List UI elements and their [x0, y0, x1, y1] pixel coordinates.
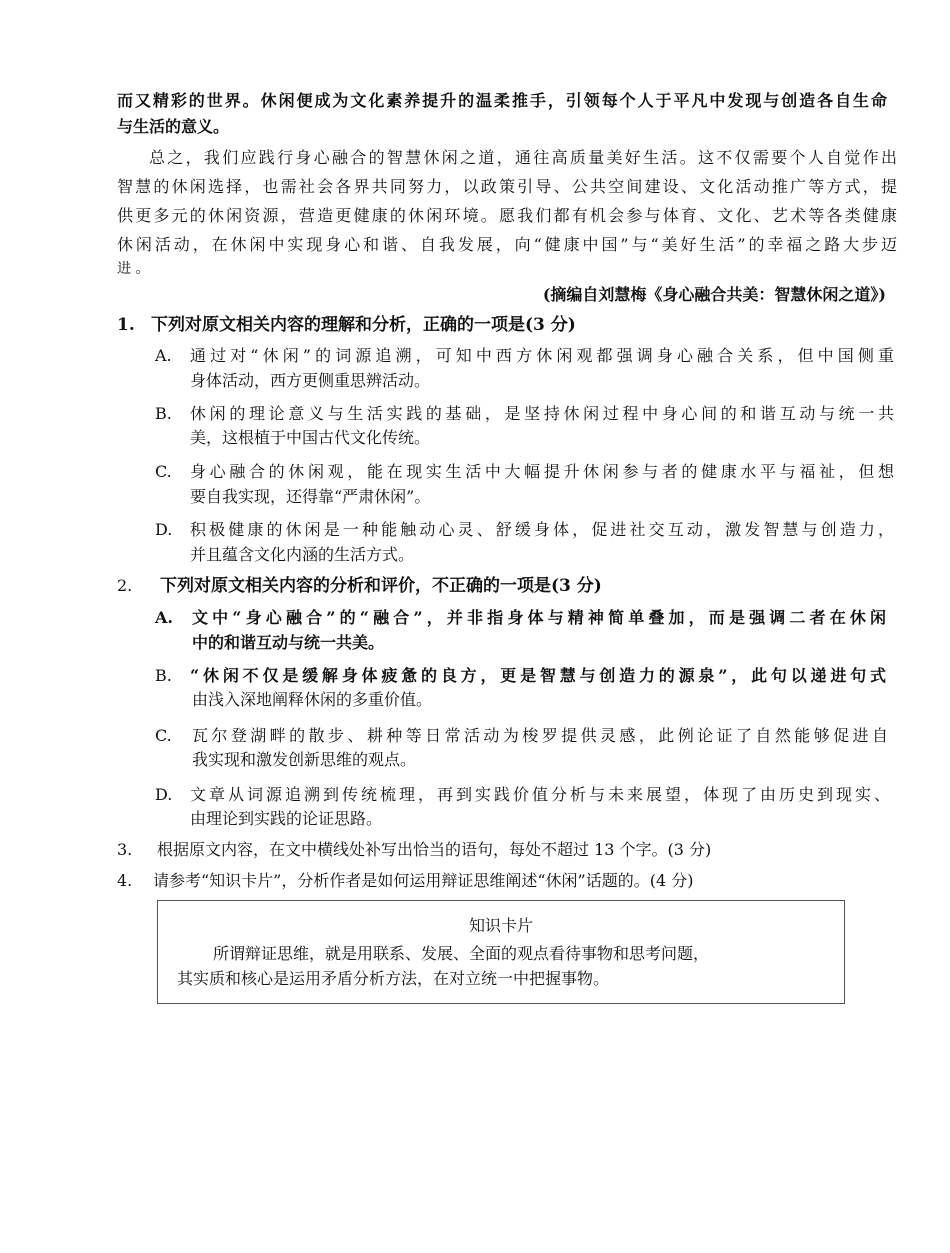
- q2-option-b-cont: 由浅入深地阐释休闲的多重价值。: [192, 690, 433, 709]
- question-1-number: 1.: [117, 315, 135, 335]
- q2-option-b: “休闲不仅是缓解身体疲惫的良方，更是智慧与创造力的源泉”，此句以递进句式: [190, 666, 886, 685]
- q2-option-d-cont: 由理论到实践的论证思路。: [190, 809, 383, 828]
- passage-line: 与生活的意义。: [117, 117, 230, 136]
- knowledge-card-title: 知识卡片: [468, 916, 533, 935]
- q2-option-c-letter: C.: [155, 726, 172, 745]
- passage-line: 进 。: [117, 261, 150, 277]
- q1-option-c: 身心融合的休闲观，能在现实生活中大幅提升休闲参与者的健康水平与福祉，但想: [190, 462, 894, 481]
- q2-option-c-cont: 我实现和激发创新思维的观点。: [192, 750, 417, 769]
- q2-option-d: 文章从词源追溯到传统梳理，再到实践价值分析与未来展望，体现了由历史到现实、: [190, 785, 890, 804]
- q1-option-d: 积极健康的休闲是一种能触动心灵、舒缓身体，促进社交互动，激发智慧与创造力，: [190, 520, 894, 539]
- q2-option-a-cont: 中的和谐互动与统一共美。: [192, 633, 385, 652]
- question-3-stem: 根据原文内容，在文中横线处补写出恰当的语句，每处不超过 13 个字。(3 分): [157, 840, 712, 859]
- passage-line: 休闲活动，在休闲中实现身心和谐、自我发展，向“健康中国”与“美好生活”的幸福之路大步迈: [117, 235, 897, 254]
- q1-option-a-cont: 身体活动，西方更侧重思辨活动。: [190, 371, 431, 390]
- source-attribution: (摘编自刘慧梅《身心融合共美：智慧休闲之道》): [542, 285, 886, 304]
- passage-line: 供更多元的休闲资源，营造更健康的休闲环境。愿我们都有机会参与体育、文化、艺术等各类健康: [117, 206, 897, 225]
- passage-line: 总之，我们应践行身心融合的智慧休闲之道，通往高质量美好生活。这不仅需要个人自觉作出: [149, 148, 897, 167]
- question-2-number: 2.: [117, 576, 133, 595]
- knowledge-card: [157, 900, 845, 1004]
- q2-option-d-letter: D.: [155, 785, 173, 804]
- q1-option-b-letter: B.: [155, 404, 172, 423]
- question-2-stem: 下列对原文相关内容的分析和评价，不正确的一项是(3 分): [160, 576, 602, 596]
- q1-option-d-cont: 并且蕴含文化内涵的生活方式。: [190, 545, 415, 564]
- q1-option-a-letter: A.: [155, 346, 172, 365]
- question-1-stem: 下列对原文相关内容的理解和分析，正确的一项是(3 分): [151, 315, 576, 335]
- question-4-stem: 请参考“知识卡片”，分析作者是如何运用辩证思维阐述“休闲”话题的。(4 分): [153, 871, 694, 890]
- q2-option-a: 文中“身心融合”的“融合”，并非指身体与精神简单叠加，而是强调二者在休闲: [192, 608, 886, 627]
- q1-option-c-cont: 要自我实现，还得靠“严肃休闲”。: [190, 487, 431, 506]
- q2-option-c: 瓦尔登湖畔的散步、耕种等日常活动为梭罗提供灵感，此例论证了自然能够促进自: [192, 726, 888, 745]
- q2-option-a-letter: A.: [155, 608, 173, 627]
- knowledge-card-line: 其实质和核心是运用矛盾分析方法，在对立统一中把握事物。: [177, 969, 610, 988]
- q1-option-b: 休闲的理论意义与生活实践的基础，是坚持休闲过程中身心间的和谐互动与统一共: [190, 404, 894, 423]
- q2-option-b-letter: B.: [155, 666, 172, 685]
- passage-line: 智慧的休闲选择，也需社会各界共同努力，以政策引导、公共空间建设、文化活动推广等方式，提: [117, 177, 897, 196]
- passage-line: 而又精彩的世界。休闲便成为文化素养提升的温柔推手，引领每个人于平凡中发现与创造各自生命: [117, 91, 887, 110]
- q1-option-a: 通过对“休闲”的词源追溯，可知中西方休闲观都强调身心融合关系，但中国侧重: [190, 346, 894, 365]
- question-4-number: 4.: [117, 871, 133, 890]
- knowledge-card-line: 所谓辩证思维，就是用联系、发展、全面的观点看待事物和思考问题，: [213, 944, 710, 963]
- question-3-number: 3.: [117, 840, 133, 859]
- q1-option-c-letter: C.: [155, 462, 172, 481]
- q1-option-d-letter: D.: [155, 520, 173, 539]
- q1-option-b-cont: 美，这根植于中国古代文化传统。: [190, 428, 431, 447]
